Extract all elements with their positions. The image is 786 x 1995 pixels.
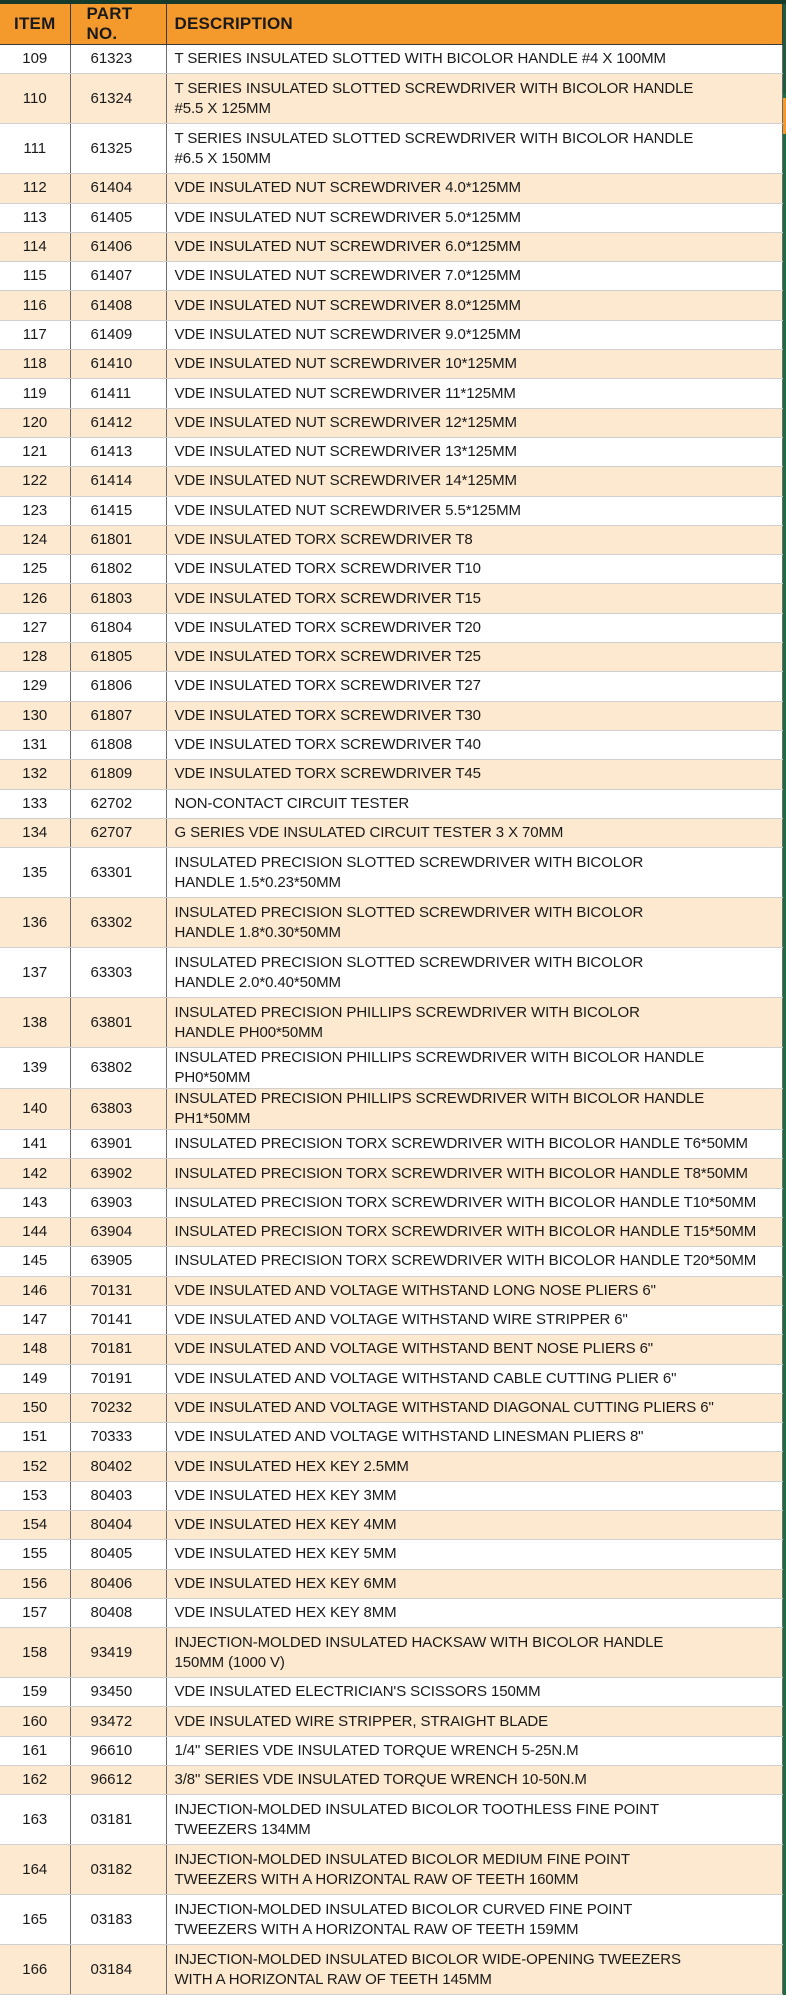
- part-number: 61406: [70, 232, 166, 261]
- description-text: INSULATED PRECISION SLOTTED SCREWDRIVER WITH BICOLOR HANDLE 1.8*0.30*50MM: [174, 903, 644, 941]
- part-number: 70232: [70, 1393, 166, 1422]
- item-number: 162: [0, 1766, 70, 1795]
- part-number: 62702: [70, 789, 166, 818]
- item-number: 139: [0, 1048, 70, 1089]
- table-row: [0, 1481, 782, 1510]
- table-row: [0, 1423, 782, 1452]
- parts-sheet: [0, 4, 782, 1988]
- item-number: 163: [0, 1795, 70, 1845]
- description: [166, 998, 782, 1048]
- table-header: [0, 4, 782, 45]
- description: VDE INSULATED NUT SCREWDRIVER 13*125MM: [166, 437, 782, 466]
- part-number: 63904: [70, 1218, 166, 1247]
- table-row: [0, 1218, 782, 1247]
- table-row: [0, 1598, 782, 1627]
- item-number: 150: [0, 1393, 70, 1422]
- description-text: INJECTION-MOLDED INSULATED BICOLOR CURVED FINE POINT TWEEZERS WITH A HORIZONTAL RAW OF TEETH 159MM: [174, 1900, 632, 1938]
- item-number: 120: [0, 408, 70, 437]
- parts-table: [0, 4, 783, 1995]
- item-number: 158: [0, 1628, 70, 1678]
- description: INSULATED PRECISION PHILLIPS SCREWDRIVER WITH BICOLOR HANDLE PH0*50MM: [166, 1048, 782, 1089]
- item-number: 117: [0, 320, 70, 349]
- description: [166, 848, 782, 898]
- description: VDE INSULATED ELECTRICIAN'S SCISSORS 150MM: [166, 1678, 782, 1707]
- item-number: 154: [0, 1510, 70, 1539]
- item-number: 151: [0, 1423, 70, 1452]
- item-number: 144: [0, 1218, 70, 1247]
- part-number: 61405: [70, 203, 166, 232]
- item-number: 165: [0, 1895, 70, 1945]
- description: VDE INSULATED NUT SCREWDRIVER 12*125MM: [166, 408, 782, 437]
- part-number: 61805: [70, 643, 166, 672]
- item-number: 112: [0, 174, 70, 203]
- description: INSULATED PRECISION TORX SCREWDRIVER WITH BICOLOR HANDLE T8*50MM: [166, 1159, 782, 1188]
- table-row: [0, 437, 782, 466]
- part-number: 03184: [70, 1945, 166, 1995]
- part-number: 61414: [70, 467, 166, 496]
- description: VDE INSULATED NUT SCREWDRIVER 4.0*125MM: [166, 174, 782, 203]
- item-number: 143: [0, 1188, 70, 1217]
- description: VDE INSULATED NUT SCREWDRIVER 9.0*125MM: [166, 320, 782, 349]
- table-row: [0, 262, 782, 291]
- description-text: INJECTION-MOLDED INSULATED HACKSAW WITH BICOLOR HANDLE 150MM (1000 V): [174, 1633, 664, 1671]
- part-number: 61412: [70, 408, 166, 437]
- table-row: [0, 1678, 782, 1707]
- table-row: [0, 1305, 782, 1334]
- item-number: 148: [0, 1335, 70, 1364]
- item-number: 142: [0, 1159, 70, 1188]
- item-number: 166: [0, 1945, 70, 1995]
- table-row: [0, 203, 782, 232]
- table-row: [0, 1736, 782, 1765]
- part-number: 61807: [70, 701, 166, 730]
- description: 1/4" SERIES VDE INSULATED TORQUE WRENCH 5-25N.M: [166, 1736, 782, 1765]
- description: INSULATED PRECISION TORX SCREWDRIVER WITH BICOLOR HANDLE T15*50MM: [166, 1218, 782, 1247]
- item-number: 129: [0, 672, 70, 701]
- item-number: 140: [0, 1089, 70, 1130]
- description: G SERIES VDE INSULATED CIRCUIT TESTER 3 X 70MM: [166, 818, 782, 847]
- part-number: 63802: [70, 1048, 166, 1089]
- table-row: [0, 1276, 782, 1305]
- description-text: INSULATED PRECISION PHILLIPS SCREWDRIVER WITH BICOLOR HANDLE PH00*50MM: [174, 1003, 640, 1041]
- table-row: [0, 74, 782, 124]
- table-row: [0, 1628, 782, 1678]
- table-row: [0, 525, 782, 554]
- table-row: [0, 555, 782, 584]
- description: VDE INSULATED NUT SCREWDRIVER 14*125MM: [166, 467, 782, 496]
- table-row: [0, 1393, 782, 1422]
- table-row: [0, 584, 782, 613]
- item-number: 160: [0, 1707, 70, 1736]
- part-number: 61407: [70, 262, 166, 291]
- item-number: 126: [0, 584, 70, 613]
- description: VDE INSULATED AND VOLTAGE WITHSTAND BENT NOSE PLIERS 6": [166, 1335, 782, 1364]
- table-row: [0, 1895, 782, 1945]
- table-row: [0, 124, 782, 174]
- item-number: 127: [0, 613, 70, 642]
- column-header-item: ITEM: [0, 4, 70, 45]
- item-number: 147: [0, 1305, 70, 1334]
- table-row: [0, 1707, 782, 1736]
- item-number: 128: [0, 643, 70, 672]
- item-number: 131: [0, 730, 70, 759]
- item-number: 123: [0, 496, 70, 525]
- description: VDE INSULATED HEX KEY 6MM: [166, 1569, 782, 1598]
- item-number: 161: [0, 1736, 70, 1765]
- item-number: 136: [0, 898, 70, 948]
- description: VDE INSULATED TORX SCREWDRIVER T30: [166, 701, 782, 730]
- item-number: 152: [0, 1452, 70, 1481]
- part-number: 61324: [70, 74, 166, 124]
- description-text: INJECTION-MOLDED INSULATED BICOLOR MEDIUM FINE POINT TWEEZERS WITH A HORIZONTAL RAW OF TEETH 160MM: [174, 1850, 630, 1888]
- table-row: [0, 467, 782, 496]
- description: VDE INSULATED NUT SCREWDRIVER 8.0*125MM: [166, 291, 782, 320]
- table-row: [0, 998, 782, 1048]
- table-row: [0, 948, 782, 998]
- item-number: 141: [0, 1130, 70, 1159]
- table-row: [0, 1569, 782, 1598]
- part-number: 03183: [70, 1895, 166, 1945]
- table-row: [0, 1795, 782, 1845]
- table-row: [0, 45, 782, 74]
- part-number: 63301: [70, 848, 166, 898]
- part-number: 63902: [70, 1159, 166, 1188]
- description: [166, 1845, 782, 1895]
- part-number: 61325: [70, 124, 166, 174]
- description: [166, 1628, 782, 1678]
- description: VDE INSULATED AND VOLTAGE WITHSTAND WIRE STRIPPER 6": [166, 1305, 782, 1334]
- table-row: [0, 1364, 782, 1393]
- part-number: 61404: [70, 174, 166, 203]
- part-number: 70141: [70, 1305, 166, 1334]
- description: 3/8" SERIES VDE INSULATED TORQUE WRENCH 10-50N.M: [166, 1766, 782, 1795]
- part-number: 96610: [70, 1736, 166, 1765]
- item-number: 109: [0, 45, 70, 74]
- table-row: [0, 818, 782, 847]
- item-number: 155: [0, 1540, 70, 1569]
- item-number: 132: [0, 760, 70, 789]
- part-number: 70131: [70, 1276, 166, 1305]
- description: INSULATED PRECISION TORX SCREWDRIVER WITH BICOLOR HANDLE T10*50MM: [166, 1188, 782, 1217]
- item-number: 111: [0, 124, 70, 174]
- description: VDE INSULATED TORX SCREWDRIVER T40: [166, 730, 782, 759]
- part-number: 80404: [70, 1510, 166, 1539]
- part-number: 80403: [70, 1481, 166, 1510]
- item-number: 119: [0, 379, 70, 408]
- table-row: [0, 848, 782, 898]
- item-number: 157: [0, 1598, 70, 1627]
- description: VDE INSULATED HEX KEY 5MM: [166, 1540, 782, 1569]
- item-number: 122: [0, 467, 70, 496]
- part-number: 80406: [70, 1569, 166, 1598]
- table-row: [0, 174, 782, 203]
- item-number: 146: [0, 1276, 70, 1305]
- part-number: 03181: [70, 1795, 166, 1845]
- description: VDE INSULATED NUT SCREWDRIVER 5.0*125MM: [166, 203, 782, 232]
- item-number: 125: [0, 555, 70, 584]
- item-number: 110: [0, 74, 70, 124]
- part-number: 63803: [70, 1089, 166, 1130]
- description-text: INJECTION-MOLDED INSULATED BICOLOR WIDE-OPENING TWEEZERS WITH A HORIZONTAL RAW OF TEETH 145MM: [174, 1950, 681, 1988]
- part-number: 61408: [70, 291, 166, 320]
- description-text: INSULATED PRECISION SLOTTED SCREWDRIVER WITH BICOLOR HANDLE 2.0*0.40*50MM: [174, 953, 644, 991]
- part-number: 61804: [70, 613, 166, 642]
- table-row: [0, 408, 782, 437]
- table-row: [0, 232, 782, 261]
- table-row: [0, 898, 782, 948]
- item-number: 159: [0, 1678, 70, 1707]
- part-number: 61415: [70, 496, 166, 525]
- part-number: 61803: [70, 584, 166, 613]
- table-row: [0, 1945, 782, 1995]
- description: [166, 1895, 782, 1945]
- item-number: 138: [0, 998, 70, 1048]
- item-number: 133: [0, 789, 70, 818]
- part-number: 61413: [70, 437, 166, 466]
- description: INSULATED PRECISION PHILLIPS SCREWDRIVER WITH BICOLOR HANDLE PH1*50MM: [166, 1089, 782, 1130]
- description: VDE INSULATED HEX KEY 2.5MM: [166, 1452, 782, 1481]
- item-number: 130: [0, 701, 70, 730]
- description: VDE INSULATED AND VOLTAGE WITHSTAND LONG NOSE PLIERS 6": [166, 1276, 782, 1305]
- description: [166, 898, 782, 948]
- table-row: [0, 379, 782, 408]
- table-row: [0, 1247, 782, 1276]
- part-number: 80402: [70, 1452, 166, 1481]
- item-number: 115: [0, 262, 70, 291]
- description: VDE INSULATED AND VOLTAGE WITHSTAND CABLE CUTTING PLIER 6": [166, 1364, 782, 1393]
- description: VDE INSULATED TORX SCREWDRIVER T8: [166, 525, 782, 554]
- table-row: [0, 1845, 782, 1895]
- description: VDE INSULATED NUT SCREWDRIVER 6.0*125MM: [166, 232, 782, 261]
- description: T SERIES INSULATED SLOTTED WITH BICOLOR HANDLE #4 X 100MM: [166, 45, 782, 74]
- description: VDE INSULATED NUT SCREWDRIVER 5.5*125MM: [166, 496, 782, 525]
- part-number: 61801: [70, 525, 166, 554]
- table-row: [0, 1188, 782, 1217]
- description: VDE INSULATED HEX KEY 8MM: [166, 1598, 782, 1627]
- description-text: INSULATED PRECISION SLOTTED SCREWDRIVER WITH BICOLOR HANDLE 1.5*0.23*50MM: [174, 853, 644, 891]
- description: NON-CONTACT CIRCUIT TESTER: [166, 789, 782, 818]
- item-number: 137: [0, 948, 70, 998]
- column-header-part-no: PART NO.: [70, 4, 166, 45]
- part-number: 93419: [70, 1628, 166, 1678]
- table-row: [0, 1452, 782, 1481]
- table-row: [0, 1130, 782, 1159]
- part-number: 63903: [70, 1188, 166, 1217]
- part-number: 63901: [70, 1130, 166, 1159]
- description: INSULATED PRECISION TORX SCREWDRIVER WITH BICOLOR HANDLE T20*50MM: [166, 1247, 782, 1276]
- part-number: 62707: [70, 818, 166, 847]
- part-number: 63801: [70, 998, 166, 1048]
- part-number: 96612: [70, 1766, 166, 1795]
- table-row: [0, 1766, 782, 1795]
- description: VDE INSULATED AND VOLTAGE WITHSTAND LINESMAN PLIERS 8": [166, 1423, 782, 1452]
- description: VDE INSULATED TORX SCREWDRIVER T20: [166, 613, 782, 642]
- frame-right-accent: [782, 98, 786, 134]
- item-number: 153: [0, 1481, 70, 1510]
- description-text: T SERIES INSULATED SLOTTED SCREWDRIVER WITH BICOLOR HANDLE #6.5 X 150MM: [174, 129, 694, 167]
- description: [166, 74, 782, 124]
- part-number: 80405: [70, 1540, 166, 1569]
- description-text: INJECTION-MOLDED INSULATED BICOLOR TOOTHLESS FINE POINT TWEEZERS 134MM: [174, 1800, 659, 1838]
- item-number: 113: [0, 203, 70, 232]
- table-row: [0, 320, 782, 349]
- description: VDE INSULATED NUT SCREWDRIVER 11*125MM: [166, 379, 782, 408]
- item-number: 124: [0, 525, 70, 554]
- table-row: [0, 701, 782, 730]
- part-number: 93472: [70, 1707, 166, 1736]
- item-number: 134: [0, 818, 70, 847]
- part-number: 63905: [70, 1247, 166, 1276]
- table-row: [0, 1510, 782, 1539]
- item-number: 114: [0, 232, 70, 261]
- header-row: [0, 4, 782, 45]
- table-row: [0, 1048, 782, 1089]
- part-number: 70191: [70, 1364, 166, 1393]
- table-row: [0, 613, 782, 642]
- part-number: 63303: [70, 948, 166, 998]
- description-text: T SERIES INSULATED SLOTTED SCREWDRIVER WITH BICOLOR HANDLE #5.5 X 125MM: [174, 79, 694, 117]
- item-number: 118: [0, 350, 70, 379]
- table-row: [0, 643, 782, 672]
- description: VDE INSULATED AND VOLTAGE WITHSTAND DIAGONAL CUTTING PLIERS 6": [166, 1393, 782, 1422]
- description: [166, 124, 782, 174]
- description: VDE INSULATED NUT SCREWDRIVER 7.0*125MM: [166, 262, 782, 291]
- description: VDE INSULATED TORX SCREWDRIVER T27: [166, 672, 782, 701]
- table-row: [0, 1540, 782, 1569]
- description: [166, 948, 782, 998]
- part-number: 61808: [70, 730, 166, 759]
- column-header-description: DESCRIPTION: [166, 4, 782, 45]
- item-number: 135: [0, 848, 70, 898]
- part-number: 61806: [70, 672, 166, 701]
- table-row: [0, 350, 782, 379]
- table-row: [0, 1335, 782, 1364]
- item-number: 116: [0, 291, 70, 320]
- description: INSULATED PRECISION TORX SCREWDRIVER WITH BICOLOR HANDLE T6*50MM: [166, 1130, 782, 1159]
- part-number: 70333: [70, 1423, 166, 1452]
- part-number: 61809: [70, 760, 166, 789]
- table-row: [0, 789, 782, 818]
- table-row: [0, 730, 782, 759]
- table-row: [0, 760, 782, 789]
- item-number: 121: [0, 437, 70, 466]
- part-number: 03182: [70, 1845, 166, 1895]
- description: [166, 1795, 782, 1845]
- table-row: [0, 496, 782, 525]
- item-number: 164: [0, 1845, 70, 1895]
- description: VDE INSULATED TORX SCREWDRIVER T10: [166, 555, 782, 584]
- part-number: 80408: [70, 1598, 166, 1627]
- description: [166, 1945, 782, 1995]
- part-number: 61409: [70, 320, 166, 349]
- table-body: [0, 45, 782, 1995]
- part-number: 61411: [70, 379, 166, 408]
- description: VDE INSULATED TORX SCREWDRIVER T25: [166, 643, 782, 672]
- description: VDE INSULATED WIRE STRIPPER, STRAIGHT BLADE: [166, 1707, 782, 1736]
- part-number: 61410: [70, 350, 166, 379]
- table-row: [0, 672, 782, 701]
- item-number: 156: [0, 1569, 70, 1598]
- description: VDE INSULATED TORX SCREWDRIVER T15: [166, 584, 782, 613]
- item-number: 149: [0, 1364, 70, 1393]
- description: VDE INSULATED HEX KEY 3MM: [166, 1481, 782, 1510]
- table-row: [0, 291, 782, 320]
- part-number: 61323: [70, 45, 166, 74]
- description: VDE INSULATED TORX SCREWDRIVER T45: [166, 760, 782, 789]
- part-number: 61802: [70, 555, 166, 584]
- frame-right-edge: [782, 4, 786, 94]
- description: VDE INSULATED HEX KEY 4MM: [166, 1510, 782, 1539]
- table-row: [0, 1159, 782, 1188]
- description: VDE INSULATED NUT SCREWDRIVER 10*125MM: [166, 350, 782, 379]
- part-number: 93450: [70, 1678, 166, 1707]
- part-number: 70181: [70, 1335, 166, 1364]
- part-number: 63302: [70, 898, 166, 948]
- item-number: 145: [0, 1247, 70, 1276]
- table-row: [0, 1089, 782, 1130]
